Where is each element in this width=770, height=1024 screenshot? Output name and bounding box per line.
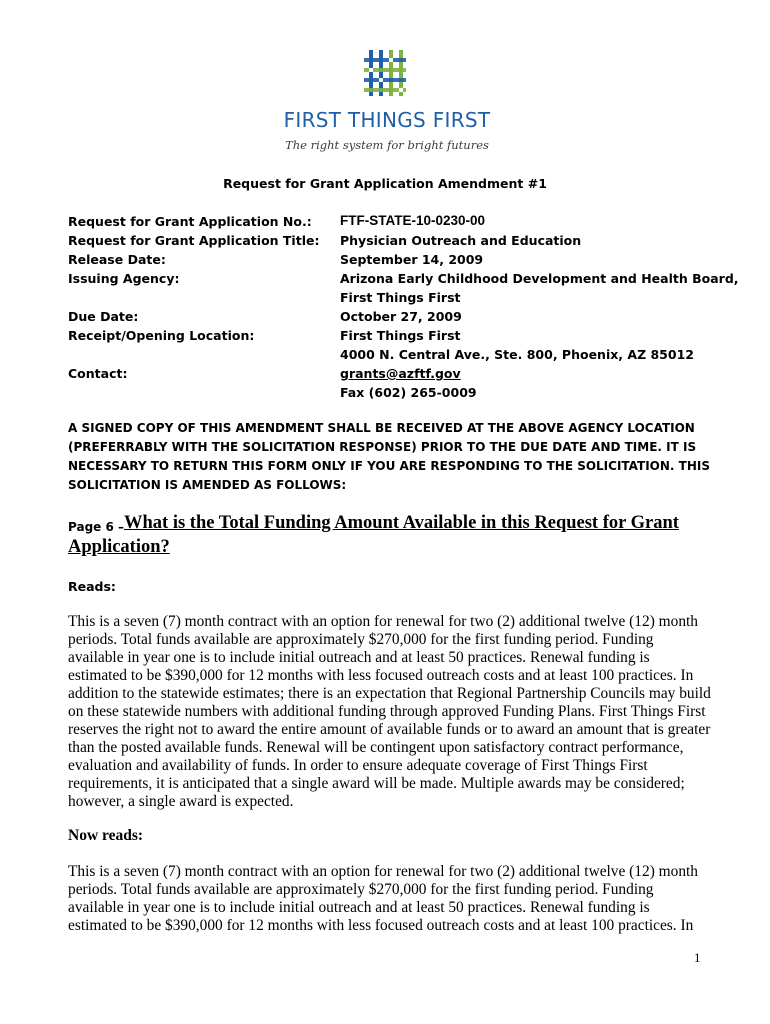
- detail-value-issuing-agency: Arizona Early Childhood Development and Health Board,: [340, 271, 739, 286]
- reads-label: Reads:: [68, 579, 116, 594]
- detail-label-contact: Contact:: [68, 366, 128, 381]
- reads-paragraph: [68, 613, 711, 811]
- detail-label-location: Receipt/Opening Location:: [68, 328, 255, 343]
- detail-value-release-date: September 14, 2009: [340, 252, 484, 267]
- detail-value-title: Physician Outreach and Education: [340, 233, 582, 248]
- paragraph-line: estimated to be $390,000 for 12 months with less focused outreach costs and at least 100 practices. In: [68, 667, 694, 684]
- paragraph-line: estimated to be $390,000 for 12 months with less focused outreach costs and at least 100 practices. In: [68, 917, 694, 934]
- paragraph-line: requirements, it is anticipated that a single award will be made. Multiple awards may be considered;: [68, 775, 685, 792]
- logo-tagline: The right system for bright futures: [285, 138, 489, 152]
- now-reads-paragraph: [68, 863, 698, 935]
- paragraph-line: however, a single award is expected.: [68, 793, 294, 810]
- paragraph-line: This is a seven (7) month contract with an option for renewal for two (2) additional twelve (12) month: [68, 613, 698, 630]
- logo-title: FIRST THINGS FIRST: [283, 108, 491, 132]
- grid-logo-icon: [362, 48, 408, 98]
- now-reads-label: Now reads:: [68, 827, 144, 844]
- detail-value-location-address: 4000 N. Central Ave., Ste. 800, Phoenix, AZ 85012: [340, 347, 694, 362]
- first-things-first-logo: [278, 46, 496, 158]
- detail-value-issuing-agency-line2: First Things First: [340, 290, 461, 305]
- detail-label-issuing-agency: Issuing Agency:: [68, 271, 180, 286]
- amendment-notice: [68, 419, 708, 495]
- detail-label-title: Request for Grant Application Title:: [68, 233, 320, 248]
- contact-email-link[interactable]: grants@azftf.gov: [340, 366, 461, 381]
- section-heading-line2: Application?: [68, 537, 170, 557]
- notice-line: A SIGNED COPY OF THIS AMENDMENT SHALL BE RECEIVED AT THE ABOVE AGENCY LOCATION: [68, 421, 695, 435]
- paragraph-line: than the posted available funds. Renewal will be contingent upon satisfactory contract performance,: [68, 739, 684, 756]
- notice-line: (PREFERRABLY WITH THE SOLICITATION RESPONSE) PRIOR TO THE DUE DATE AND TIME. IT IS: [68, 440, 697, 454]
- page-number: 1: [694, 950, 701, 965]
- detail-label-due-date: Due Date:: [68, 309, 139, 324]
- paragraph-line: available in year one is to include initial outreach and at least 50 practices. Renewal funding is: [68, 649, 650, 666]
- page-reference: Page 6 –: [68, 520, 125, 534]
- paragraph-line: periods. Total funds available are approximately $270,000 for the first funding period. Funding: [68, 881, 654, 898]
- paragraph-line: addition to the statewide estimates; there is an expectation that Regional Partnership Councils may build: [68, 685, 711, 702]
- paragraph-line: evaluation and availability of funds. In order to ensure adequate coverage of First Things First: [68, 757, 648, 774]
- paragraph-line: periods. Total funds available are approximately $270,000 for the first funding period. Funding: [68, 631, 654, 648]
- detail-value-fax: Fax (602) 265-0009: [340, 385, 477, 400]
- detail-label-release-date: Release Date:: [68, 252, 166, 267]
- detail-value-location: First Things First: [340, 328, 461, 343]
- paragraph-line: This is a seven (7) month contract with an option for renewal for two (2) additional twelve (12) month: [68, 863, 698, 880]
- notice-line: SOLICITATION IS AMENDED AS FOLLOWS:: [68, 478, 347, 492]
- paragraph-line: reserves the right not to award the entire amount of available funds or to award an amount that is greater: [68, 721, 711, 738]
- paragraph-line: on these statewide numbers with additional funding through approved Funding Plans. First Things First: [68, 703, 706, 720]
- detail-label-rfga-no: Request for Grant Application No.:: [68, 214, 312, 229]
- document-title: Request for Grant Application Amendment #1: [223, 176, 547, 191]
- notice-line: NECESSARY TO RETURN THIS FORM ONLY IF YOU ARE RESPONDING TO THE SOLICITATION. THIS: [68, 459, 710, 473]
- detail-value-due-date: October 27, 2009: [340, 309, 462, 324]
- paragraph-line: available in year one is to include initial outreach and at least 50 practices. Renewal funding is: [68, 899, 650, 916]
- section-heading-line1: What is the Total Funding Amount Available in this Request for Grant: [124, 513, 679, 533]
- detail-value-rfga-no: FTF-STATE-10-0230-00: [340, 213, 486, 228]
